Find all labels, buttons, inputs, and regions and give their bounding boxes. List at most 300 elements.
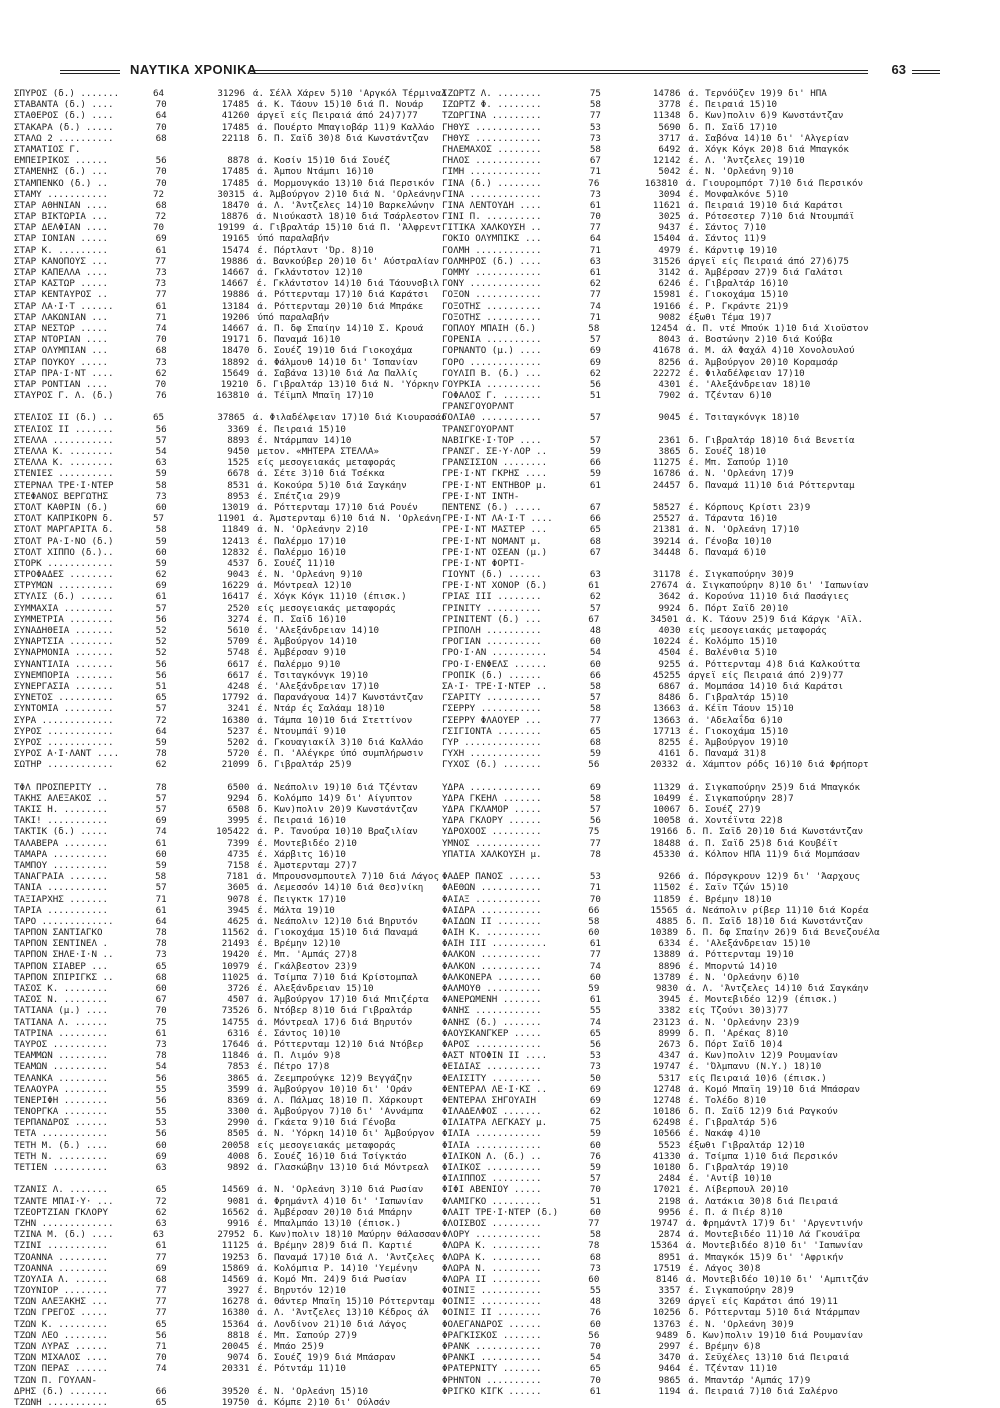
position-note: ά. Γκάετα 9)10 διά Γένοβα bbox=[257, 1117, 396, 1129]
ship-name: ΥΔΡΑ ΓΚΛΟΡΥ ...... bbox=[442, 815, 542, 827]
ship-name: ΦΟΛΕΓΑΝΔΡΟΣ ...... bbox=[442, 1318, 542, 1330]
position-note: ά. Φάλμουθ 14)10 δι' Ίσπανίαν bbox=[257, 356, 418, 368]
position-note: ά. Νεάπολιν 12)10 διά Βηρυτόν bbox=[257, 915, 418, 927]
tonnage: 17519 bbox=[652, 1262, 681, 1274]
tonnage: 5237 bbox=[227, 725, 250, 737]
position-note: ά. Γκλάντστον 12)10 bbox=[257, 267, 363, 278]
position-note: ά. Βρέμην 28)9 διά Π. Καρτιέ bbox=[257, 1240, 413, 1252]
ship-name: ΓΡΕ·Ι·ΝΤ ΓΚΡΗΣ .... bbox=[442, 468, 548, 480]
ship-name: ΤΕΑΜΩΝ .......... bbox=[14, 1061, 109, 1073]
build-year: 53 bbox=[589, 871, 601, 883]
position-note: δ. Ρόττερνταμ 5)10 διά Ντάρμπαν bbox=[688, 1307, 861, 1319]
build-year: 70 bbox=[589, 1374, 601, 1386]
tonnage: 19747 bbox=[650, 1217, 678, 1229]
build-year: 70 bbox=[155, 334, 167, 346]
ship-entry bbox=[14, 110, 439, 121]
build-year: 70 bbox=[589, 1184, 601, 1196]
position-note: ά. Βανκούβερ 20)10 δι' Αύστραλίαν bbox=[256, 255, 439, 267]
tonnage: 19166 bbox=[650, 826, 678, 838]
position-note: ά. Γιβραλτάρ 15)10 διά Π. 'Άλφρεντ bbox=[253, 222, 442, 234]
build-year: 53 bbox=[589, 121, 601, 133]
ship-name: ΣΤΑΡ ΠΟΥΚΟΥ ..... bbox=[14, 356, 109, 368]
tonnage: 4161 bbox=[658, 748, 681, 760]
ship-entry bbox=[442, 401, 862, 412]
ship-name: ΤΖΩΝ ΜΙΧΑΛΟΣ .... bbox=[14, 1352, 109, 1364]
build-year: 69 bbox=[589, 1094, 601, 1106]
tonnage: 11329 bbox=[652, 781, 681, 793]
build-year: 55 bbox=[155, 1106, 167, 1118]
ship-entry bbox=[14, 1061, 439, 1072]
tonnage: 4248 bbox=[227, 680, 250, 692]
tonnage: 3470 bbox=[658, 1352, 681, 1364]
tonnage: 3142 bbox=[658, 267, 681, 278]
tonnage bbox=[197, 1375, 258, 1386]
ship-entry bbox=[442, 435, 862, 446]
build-year: 60 bbox=[589, 1139, 601, 1151]
ship-name: ΓΥΧΟΣ (δ.) ....... bbox=[442, 759, 542, 771]
build-year: 56 bbox=[588, 759, 600, 771]
ship-entry bbox=[442, 166, 862, 177]
position-note: έ. Σιγκαπούρην 28)9 bbox=[688, 1285, 794, 1297]
ship-name: ΤΕΤΗ Ν. ......... bbox=[14, 1150, 109, 1162]
ship-entry bbox=[14, 200, 439, 211]
tonnage: 14667 bbox=[221, 322, 250, 334]
ship-entry bbox=[14, 681, 439, 692]
tonnage: 13889 bbox=[652, 949, 681, 961]
ship-name: ΤΑΤΙΑΝΑ (μ.) .... bbox=[14, 1005, 109, 1017]
ship-name: ΥΠΑΤΙΑ ΧΑΛΚΟΥΣΗ μ. bbox=[442, 848, 542, 860]
tonnage: 15869 bbox=[221, 1262, 250, 1274]
ship-entry bbox=[442, 222, 862, 233]
page-header bbox=[60, 62, 940, 82]
ship-name: ΓΡΙΠΟΛΗ .......... bbox=[442, 625, 542, 636]
tonnage: 12454 bbox=[650, 322, 678, 334]
position-note: έ. Βρέμην 18)10 bbox=[688, 893, 772, 905]
ship-name: ΓΡΟΠΙΚ (δ.) ...... bbox=[442, 669, 542, 681]
ship-entry bbox=[14, 1263, 439, 1274]
position-note: ά. Ν. 'Ορλεάνη 17)10 bbox=[688, 524, 800, 536]
tonnage: 19210 bbox=[220, 378, 249, 390]
ship-name: ΤΖΟΥΝΙΟΡ ........ bbox=[14, 1285, 109, 1297]
tonnage: 15474 bbox=[221, 244, 250, 256]
position-note: έ. Βρέμην 6)8 bbox=[688, 1341, 761, 1352]
build-year: 74 bbox=[155, 322, 167, 334]
ship-name: ΦΑΙΑΞ ............ bbox=[442, 893, 542, 905]
position-note: ά. Άμβούργον 2)10 διά Ν. 'Ορλεάνην bbox=[253, 188, 442, 200]
ship-name: ΓΟΛΜΗ ............ bbox=[442, 244, 542, 256]
build-year: 71 bbox=[155, 893, 167, 905]
ship-entry bbox=[442, 1162, 862, 1173]
ship-name: ΓΗΘΥΣ ............ bbox=[442, 121, 542, 133]
ship-name: ΣΤΡΥΜΩΝ .......... bbox=[14, 580, 114, 592]
ship-entry bbox=[442, 245, 862, 256]
ship-name: ΦΛΩΡΑ Κ. ......... bbox=[442, 1240, 542, 1252]
ship-entry bbox=[14, 166, 439, 177]
tonnage: 17646 bbox=[221, 1038, 250, 1050]
build-year: 62 bbox=[589, 367, 601, 379]
ship-entry bbox=[14, 972, 439, 983]
ship-name: ΓΡΑΝΣΙΣΙΟΝ ........ bbox=[442, 457, 548, 469]
ship-entry bbox=[442, 524, 862, 535]
ship-name: ΤΑΜΠΟΥ .......... bbox=[14, 859, 109, 871]
tonnage: 3945 bbox=[658, 994, 681, 1006]
ship-name: ΤΑΝΑΓΡΑΙΑ ....... bbox=[14, 871, 109, 883]
ship-entry bbox=[14, 938, 439, 949]
ship-name: ΤΖΩΝ Π. ΓΟΥΛΑΝ- bbox=[14, 1374, 97, 1386]
ship-name: ΣΤΑΘΕΡΟΣ (δ.) .... bbox=[14, 110, 114, 122]
ship-entry bbox=[14, 536, 439, 547]
tonnage: 9043 bbox=[227, 569, 250, 581]
ship-name: ΦΑΙΗ Κ. .......... bbox=[442, 927, 542, 939]
tonnage: 15364 bbox=[221, 1318, 250, 1330]
position-note: είς μεσογειακάς μεταφοράς bbox=[257, 1139, 396, 1151]
ship-name: ΣΤΑΡ ΚΕΝΤΑΥΡΟΣ .. bbox=[14, 289, 109, 301]
ship-name: ΤΖΩΝ Κ. ......... bbox=[14, 1318, 109, 1330]
build-year: 70 bbox=[155, 99, 167, 111]
tonnage: 16229 bbox=[221, 580, 250, 592]
ship-name: ΓΡΕ·Ι·ΝΤ ΟΣΕΑΝ (μ.) bbox=[442, 546, 548, 558]
ship-name bbox=[442, 770, 590, 781]
build-year: 61 bbox=[589, 938, 601, 950]
build-year: 69 bbox=[155, 1262, 167, 1274]
tonnage: 8486 bbox=[658, 692, 681, 704]
ship-entry bbox=[14, 625, 439, 636]
build-year: 70 bbox=[589, 893, 601, 905]
ship-name: ΓΗΘΥΣ ............ bbox=[442, 132, 542, 144]
build-year: 69 bbox=[589, 781, 601, 793]
ship-name: ΦΙΦΙ ΑΒΕΝΙΟΥ ..... bbox=[442, 1184, 542, 1196]
tonnage: 11901 bbox=[217, 513, 245, 525]
position-note: ά. Γιουρομπόρτ 7)10 διά Περσικόν bbox=[686, 177, 864, 189]
ship-name: ΣΥΝΑΔΗΘΕΙΑ ....... bbox=[14, 625, 114, 636]
tonnage: 4008 bbox=[227, 1150, 250, 1162]
ship-name: ΤΑΡΠΟΝ ΣΠΙΡΙΓΚΣ .. bbox=[14, 971, 114, 983]
ship-entry bbox=[14, 1151, 439, 1162]
tonnage: 15364 bbox=[650, 1240, 678, 1252]
tonnage: 11562 bbox=[221, 927, 250, 939]
position-note bbox=[257, 401, 439, 412]
ship-name: ΣΥΝΤΟΜΙΑ ......... bbox=[14, 703, 114, 715]
ship-name: ΦΑΡΟΣ ............ bbox=[442, 1038, 542, 1050]
ship-name: ΣΤΟΛΤ ΡΑ·Ι·ΝΟ (δ.) bbox=[14, 535, 114, 547]
ship-entry bbox=[14, 256, 439, 267]
build-year: 58 bbox=[589, 1229, 601, 1241]
position-note: έ. Άμβούργον 14)10 bbox=[257, 636, 357, 648]
position-note: ά. Γιοκοχάμα 15)10 διά Παναμά bbox=[257, 927, 418, 939]
ship-entry bbox=[442, 782, 862, 793]
ship-name: ΓΡΟ·Ι·ΑΝ .......... bbox=[442, 647, 548, 659]
tonnage: 10256 bbox=[652, 1307, 681, 1319]
ship-name: ΣΤΑΜΑΤΙΟΣ Γ. bbox=[14, 143, 81, 155]
build-year: 56 bbox=[155, 1329, 167, 1341]
ship-entry bbox=[442, 110, 862, 121]
build-year: 62 bbox=[155, 1206, 167, 1218]
build-year: 48 bbox=[589, 625, 601, 636]
ship-name: ΤΖΑΝΙΣ Λ. ....... bbox=[14, 1184, 109, 1196]
tonnage: 14786 bbox=[652, 88, 681, 99]
build-year: 63 bbox=[589, 569, 601, 581]
tonnage: 4885 bbox=[655, 915, 678, 927]
ship-entry bbox=[442, 1229, 862, 1240]
ship-entry bbox=[14, 1017, 439, 1028]
ship-name: ΤΑΞΙΑΡΧΗΣ ....... bbox=[14, 893, 109, 905]
build-year: 73 bbox=[589, 132, 601, 144]
position-note: έ. Γκλάντστον 14)10 διά Τάουνσβιλ bbox=[256, 278, 439, 290]
ship-name: ΣΤΕΡΝΑΛ ΤΡΕ·Ι·ΝΤΕΡ bbox=[14, 479, 114, 491]
tonnage: 41330 bbox=[652, 1150, 681, 1162]
position-note: έ. Άμστερνταμ 27)7 bbox=[257, 859, 357, 871]
position-note: έ. Σιγκαπούρην 28)7 bbox=[688, 792, 794, 804]
ship-name: ΠΕΝΤΕΝΣ (δ.) ..... bbox=[442, 501, 542, 513]
position-note: ά. Τερνόϋζεν 19)9 δι' ΗΠΑ bbox=[688, 88, 827, 99]
tonnage: 6334 bbox=[658, 938, 681, 950]
ship-name: ΙΖΩΡΤΖ Λ. ........ bbox=[442, 88, 542, 99]
tonnage: 27674 bbox=[650, 580, 678, 592]
build-year: 57 bbox=[155, 602, 167, 614]
tonnage: 9082 bbox=[658, 311, 681, 323]
position-note: ά. Π. Σαϊδ 25)8 διά Κουβέϊτ bbox=[688, 837, 838, 849]
build-year: 56 bbox=[155, 423, 167, 435]
build-year: 65 bbox=[155, 1184, 167, 1196]
build-year: 64 bbox=[589, 233, 601, 245]
ship-entry bbox=[14, 961, 439, 972]
ship-entry bbox=[442, 289, 862, 300]
tonnage: 21493 bbox=[221, 938, 250, 950]
ship-name: ΦΕΝΤΕΡΑΛ ΣΗΓΟΥΑΙΗ bbox=[442, 1094, 537, 1106]
build-year: 58 bbox=[155, 524, 167, 536]
ship-entry bbox=[14, 826, 439, 837]
tonnage: 5317 bbox=[658, 1072, 681, 1084]
ship-name: ΓΟΝΥ ............. bbox=[442, 278, 542, 290]
build-year: 68 bbox=[155, 1273, 167, 1285]
ship-entry bbox=[14, 1229, 442, 1241]
position-note bbox=[689, 401, 862, 412]
ship-entry bbox=[14, 580, 439, 591]
ship-entry bbox=[442, 368, 862, 379]
build-year: 73 bbox=[589, 1262, 601, 1274]
ship-entry bbox=[14, 1218, 439, 1229]
build-year: 66 bbox=[589, 457, 601, 469]
tonnage: 19750 bbox=[221, 1396, 250, 1408]
build-year: 72 bbox=[155, 211, 167, 223]
header-rule-left bbox=[60, 70, 120, 74]
tonnage: 7902 bbox=[658, 390, 681, 402]
ship-name: ΣΤΑΡ ΔΕΛΦΙΑΝ .... bbox=[14, 222, 109, 234]
ship-entry bbox=[442, 1039, 862, 1050]
build-year: 58 bbox=[588, 322, 600, 334]
position-note: έ. 'Αλεξάνδρειαν 14)10 bbox=[257, 625, 380, 636]
ship-entry bbox=[14, 457, 439, 468]
ship-entry bbox=[442, 860, 862, 871]
ship-entry bbox=[14, 871, 439, 882]
ship-entry bbox=[14, 659, 439, 670]
position-note: έξωθι Γιβραλτάρ 12)10 bbox=[688, 1139, 805, 1151]
ship-name: ΓΡΑΝΣΓ. ΣΕ·Υ·ΛΟΡ .. bbox=[442, 446, 548, 457]
ship-entry bbox=[442, 1285, 862, 1296]
tonnage: 10058 bbox=[652, 815, 681, 827]
ship-entry bbox=[442, 1296, 862, 1307]
tonnage: 17485 bbox=[221, 99, 250, 111]
position-note: δ. Παναμά 17)10 διά Λ. 'Άντζελες bbox=[257, 1251, 435, 1263]
ship-entry bbox=[442, 1140, 862, 1151]
tonnage: 2673 bbox=[658, 1038, 681, 1050]
tonnage: 2520 bbox=[227, 602, 250, 614]
position-note: έ. Ρ. Γκράντε 21)9 bbox=[688, 300, 789, 312]
position-note: ά. Σεϋχέλες 13)10 διά Πειραιά bbox=[688, 1352, 849, 1364]
position-note: έ. Ν. 'Ορλεάνην 6)10 bbox=[688, 971, 800, 983]
ship-name: ΓΡΙΑΣ ΙΙΙ ........ bbox=[442, 591, 542, 603]
ship-entry bbox=[442, 1341, 862, 1352]
ship-entry bbox=[14, 1184, 439, 1195]
build-year: 59 bbox=[155, 468, 167, 480]
tonnage: 39520 bbox=[221, 1385, 250, 1397]
position-note: έ. Μπορντώ 14)10 bbox=[688, 960, 778, 972]
build-year: 74 bbox=[589, 960, 601, 972]
position-note: έ. Σάντος 10)10 bbox=[257, 1027, 341, 1039]
tonnage: 24457 bbox=[652, 479, 681, 491]
position-note bbox=[257, 1173, 439, 1184]
position-note: ά. Μπαντάρ 'Αμπάς 17)9 bbox=[688, 1374, 811, 1386]
position-note: ά. Γένοβα 10)10 bbox=[688, 535, 772, 547]
tonnage: 13789 bbox=[652, 971, 681, 983]
position-note: ά. Νεάπολιν 19)10 διά Τζένταν bbox=[257, 781, 418, 793]
build-year: 57 bbox=[589, 804, 601, 815]
position-note: δ. Κολόμπο 14)9 δι' Αίγυπτον bbox=[257, 792, 413, 804]
tonnage: 19171 bbox=[221, 334, 250, 346]
ship-entry bbox=[442, 692, 862, 703]
ship-name: ΣΤΑΡ ΑΘΗΝΙΑΝ .... bbox=[14, 199, 109, 211]
build-year bbox=[590, 860, 625, 871]
position-note: έ. Άμβούργον 19)10 bbox=[688, 736, 789, 748]
ship-name: ΓΟΞΟΝ ............ bbox=[442, 289, 542, 301]
ship-name: ΣΤΑΡ ΚΑΣΤΩΡ ..... bbox=[14, 278, 109, 290]
ship-entry bbox=[14, 334, 439, 345]
tonnage: 9830 bbox=[655, 983, 678, 994]
ship-name: ΓΙΝΑ (δ.) ........ bbox=[442, 177, 542, 189]
tonnage: 31178 bbox=[652, 569, 681, 581]
ship-entry bbox=[14, 1039, 439, 1050]
position-note: ά. Κοσίν 15)10 διά Σουέζ bbox=[257, 155, 391, 167]
ship-name: ΦΑΕΘΩΝ ........... bbox=[442, 882, 542, 894]
ship-entry bbox=[442, 480, 862, 491]
build-year: 75 bbox=[589, 1117, 601, 1129]
tonnage: 19166 bbox=[652, 300, 681, 312]
ship-entry bbox=[442, 614, 862, 625]
tonnage: 5610 bbox=[227, 625, 250, 636]
build-year: 63 bbox=[155, 1217, 167, 1229]
build-year: 65 bbox=[155, 1318, 167, 1330]
ship-entry bbox=[14, 412, 447, 424]
build-year: 78 bbox=[589, 848, 601, 860]
build-year: 67 bbox=[589, 546, 601, 558]
tonnage: 25527 bbox=[652, 513, 681, 525]
position-note: έ. Γιοκοχάμα 15)10 bbox=[688, 725, 789, 737]
tonnage: 9266 bbox=[658, 871, 681, 883]
ship-entry bbox=[442, 312, 862, 323]
ship-entry bbox=[14, 1117, 439, 1128]
tonnage bbox=[197, 144, 258, 155]
ship-name: ΤΖΙΝΑ Μ. (δ.) .... bbox=[14, 1229, 114, 1241]
ship-entry bbox=[14, 524, 439, 535]
ship-name: ΦΡΗΝΤΟΝ .......... bbox=[442, 1374, 542, 1386]
tonnage: 4347 bbox=[658, 1050, 681, 1062]
position-note: ά. Μόντρεαλ 12)10 bbox=[257, 580, 352, 592]
position-note: έ. Σάντος 7)10 bbox=[688, 222, 766, 234]
tonnage: 34448 bbox=[652, 546, 681, 558]
tonnage: 15404 bbox=[652, 233, 681, 245]
tonnage: 34501 bbox=[650, 613, 678, 625]
build-year: 61 bbox=[589, 994, 601, 1006]
build-year: 56 bbox=[155, 1128, 167, 1140]
ship-name: ΓΡΕ·Ι·ΝΤ ΦΟΡΤΙ- bbox=[442, 557, 525, 569]
ship-entry bbox=[442, 681, 862, 692]
ship-name: ΤΕΑΜΜΩΝ ......... bbox=[14, 1050, 109, 1062]
ship-entry bbox=[442, 670, 862, 681]
ship-entry bbox=[442, 88, 862, 99]
build-year: 70 bbox=[155, 378, 167, 390]
build-year: 60 bbox=[155, 1139, 167, 1151]
ship-entry bbox=[14, 983, 439, 994]
ship-entry bbox=[14, 1005, 439, 1016]
build-year: 76 bbox=[588, 177, 600, 189]
tonnage: 41260 bbox=[221, 110, 250, 122]
ship-entry bbox=[442, 536, 862, 547]
build-year: 73 bbox=[155, 490, 167, 502]
ship-entry bbox=[442, 770, 862, 781]
tonnage: 14755 bbox=[221, 1016, 250, 1028]
ship-name: ΦΡΑΝΚΙ ........... bbox=[442, 1352, 542, 1364]
build-year: 75 bbox=[588, 826, 600, 838]
position-note: δ. Π. Σαϊδ 30)8 διά Κωνστάντζαν bbox=[257, 132, 429, 144]
build-year: 60 bbox=[589, 1318, 601, 1330]
position-note bbox=[689, 860, 862, 871]
ship-entry bbox=[442, 1128, 862, 1139]
tonnage: 14569 bbox=[221, 1184, 250, 1196]
tonnage: 10979 bbox=[221, 960, 250, 972]
ship-name: ΦΡΑΤΕΡΝΙΤΥ ....... bbox=[442, 1363, 542, 1375]
ship-entry bbox=[14, 401, 439, 412]
ship-name: ΦΛΟΡΥ ............ bbox=[442, 1229, 542, 1241]
position-note: ά. Κορούνα 11)10 διά Πασάγιες bbox=[688, 591, 849, 603]
ship-name: ΣΥΡΟΣ ............ bbox=[14, 736, 114, 748]
build-year: 59 bbox=[589, 1128, 601, 1140]
ship-entry bbox=[14, 1352, 439, 1363]
build-year: 54 bbox=[155, 446, 167, 457]
ship-name: ΣΩΤΗΡ ............ bbox=[14, 759, 114, 771]
ship-entry bbox=[14, 1341, 439, 1352]
tonnage: 16417 bbox=[221, 591, 250, 603]
ship-entry bbox=[14, 692, 439, 703]
ship-name: ΤΖΟΑΝΝΑ ......... bbox=[14, 1262, 109, 1274]
position-note bbox=[257, 1375, 439, 1386]
build-year: 71 bbox=[155, 311, 167, 323]
ship-name: ΤΕΤΙΕΝ .......... bbox=[14, 1162, 109, 1173]
position-note: ά. Τζένταν 6)10 bbox=[688, 390, 772, 402]
tonnage: 19199 bbox=[217, 222, 245, 234]
ship-entry bbox=[14, 894, 439, 905]
build-year: 62 bbox=[155, 569, 167, 581]
ship-name: ΣΤΑΡ ΠΡΑ·Ι·ΝΤ .... bbox=[14, 367, 114, 379]
position-note: δ. Π. Σαϊδ 12)9 διά Ραγκούν bbox=[688, 1106, 838, 1118]
ship-entry bbox=[442, 625, 862, 636]
build-year: 73 bbox=[589, 1061, 601, 1073]
tonnage: 7399 bbox=[227, 837, 250, 849]
ship-name: ΦΑΛΚΟΝ ........... bbox=[442, 949, 542, 961]
position-note: έ. Μοντεβιδέο 12)9 (έπισκ.) bbox=[688, 994, 838, 1006]
build-year: 59 bbox=[588, 983, 600, 994]
position-note: ά. Ρότσεστερ 7)10 διά Ντουμπάϊ bbox=[688, 211, 855, 223]
ship-name: ΦΛΑΙΤ ΤΡΕ·Ι·ΝΤΕΡ (δ.) bbox=[442, 1206, 559, 1218]
